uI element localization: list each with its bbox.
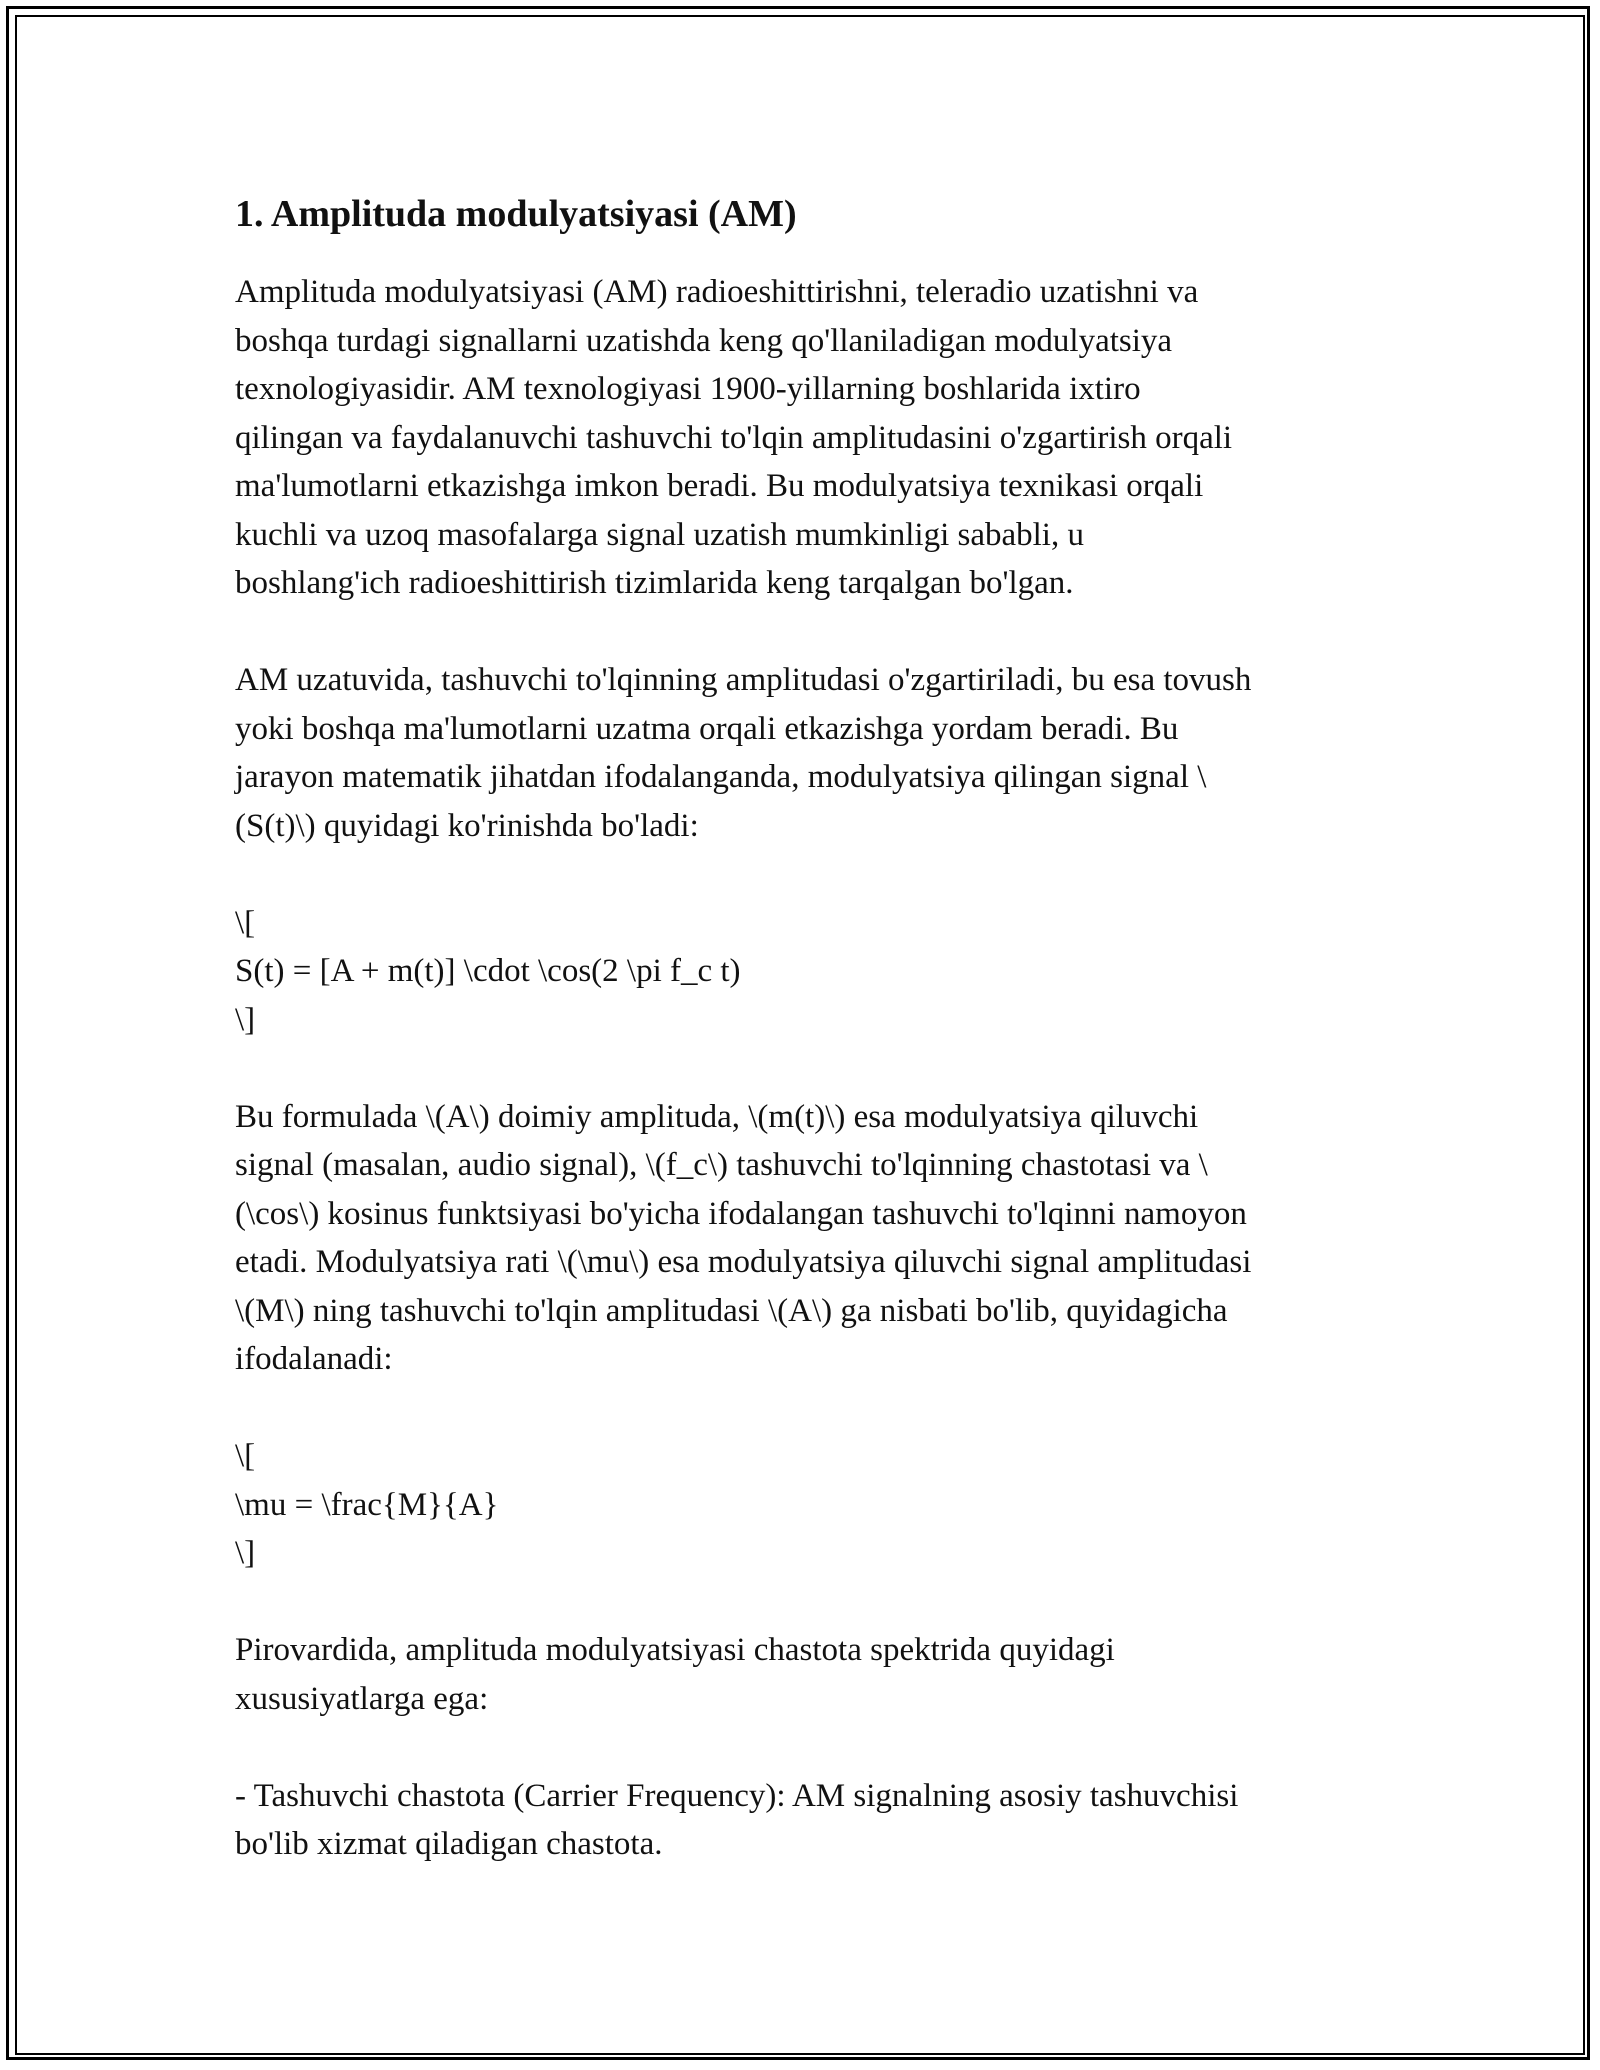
paragraph-intro: Amplituda modulyatsiyasi (AM) radioeshittirishni, teleradio uzatishni va boshqa turdagi signallarni uzatishda keng qo'llaniladigan modulyatsiya texnologiyasidir. AM texnologiyasi 1900-yillarning boshlarida ixtiro qilingan va faydalanuvchi tashuvchi to'lqin amplitudasini o'zgartirish orqali ma'lumotlarni etkazishga imkon beradi. Bu modulyatsiya texnikasi orqali kuchli va uzoq masofalarga signal uzatish mumkinligi sababli, u boshlang'ich radioeshittirish tizimlarida keng tarqalgan bo'lgan. bbox=[235, 274, 1233, 601]
document-body bbox=[235, 190, 1375, 1869]
paragraph-gap bbox=[235, 608, 1375, 657]
paragraph-gap bbox=[235, 1723, 1375, 1772]
paragraph-gap bbox=[235, 1384, 1375, 1433]
paragraph-gap bbox=[235, 1044, 1375, 1093]
section-heading: 1. Amplituda modulyatsiyasi (AM) bbox=[235, 193, 797, 235]
paragraph-am-transmission: AM uzatuvida, tashuvchi to'lqinning amplitudasi o'zgartiriladi, bu esa tovush yoki boshqa ma'lumotlarni uzatma orqali etkazishga yordam beradi. Bu jarayon matematik jihatdan ifodalanganda, modulyatsiya qilingan signal \ (S(t)\) quyidagi ko'rinishda bo'ladi: bbox=[235, 662, 1252, 844]
list-item-carrier-frequency: - Tashuvchi chastota (Carrier Frequency): AM signalning asosiy tashuvchisi bo'lib xizmat qiladigan chastota. bbox=[235, 1777, 1239, 1862]
formula-modulation-index: \[ \mu = \frac{M}{A} \] bbox=[235, 1438, 499, 1571]
paragraph-gap bbox=[235, 1578, 1375, 1627]
paragraph-formula-explanation: Bu formulada \(A\) doimiy amplituda, \(m(t)\) esa modulyatsiya qiluvchi signal (masalan, audio signal), \(f_c\) tashuvchi to'lqinning chastotasi va \ (\cos\) kosinus funktsiyasi bo'yicha ifodalangan tashuvchi to'lqinni namoyon etadi. Modulyatsiya rati \(\mu\) esa modulyatsiya qiluvchi signal amplitudasi \(M\) ning tashuvchi to'lqin amplitudasi \(A\) ga nisbati bo'lib, quyidagicha ifodalanadi: bbox=[235, 1098, 1252, 1377]
paragraph-spectrum: Pirovardida, amplituda modulyatsiyasi chastota spektrida quyidagi xususiyatlarga ega: bbox=[235, 1632, 1115, 1717]
paragraph-gap bbox=[235, 850, 1375, 899]
formula-signal: \[ S(t) = [A + m(t)] \cdot \cos(2 \pi f_c t) \] bbox=[235, 904, 741, 1038]
